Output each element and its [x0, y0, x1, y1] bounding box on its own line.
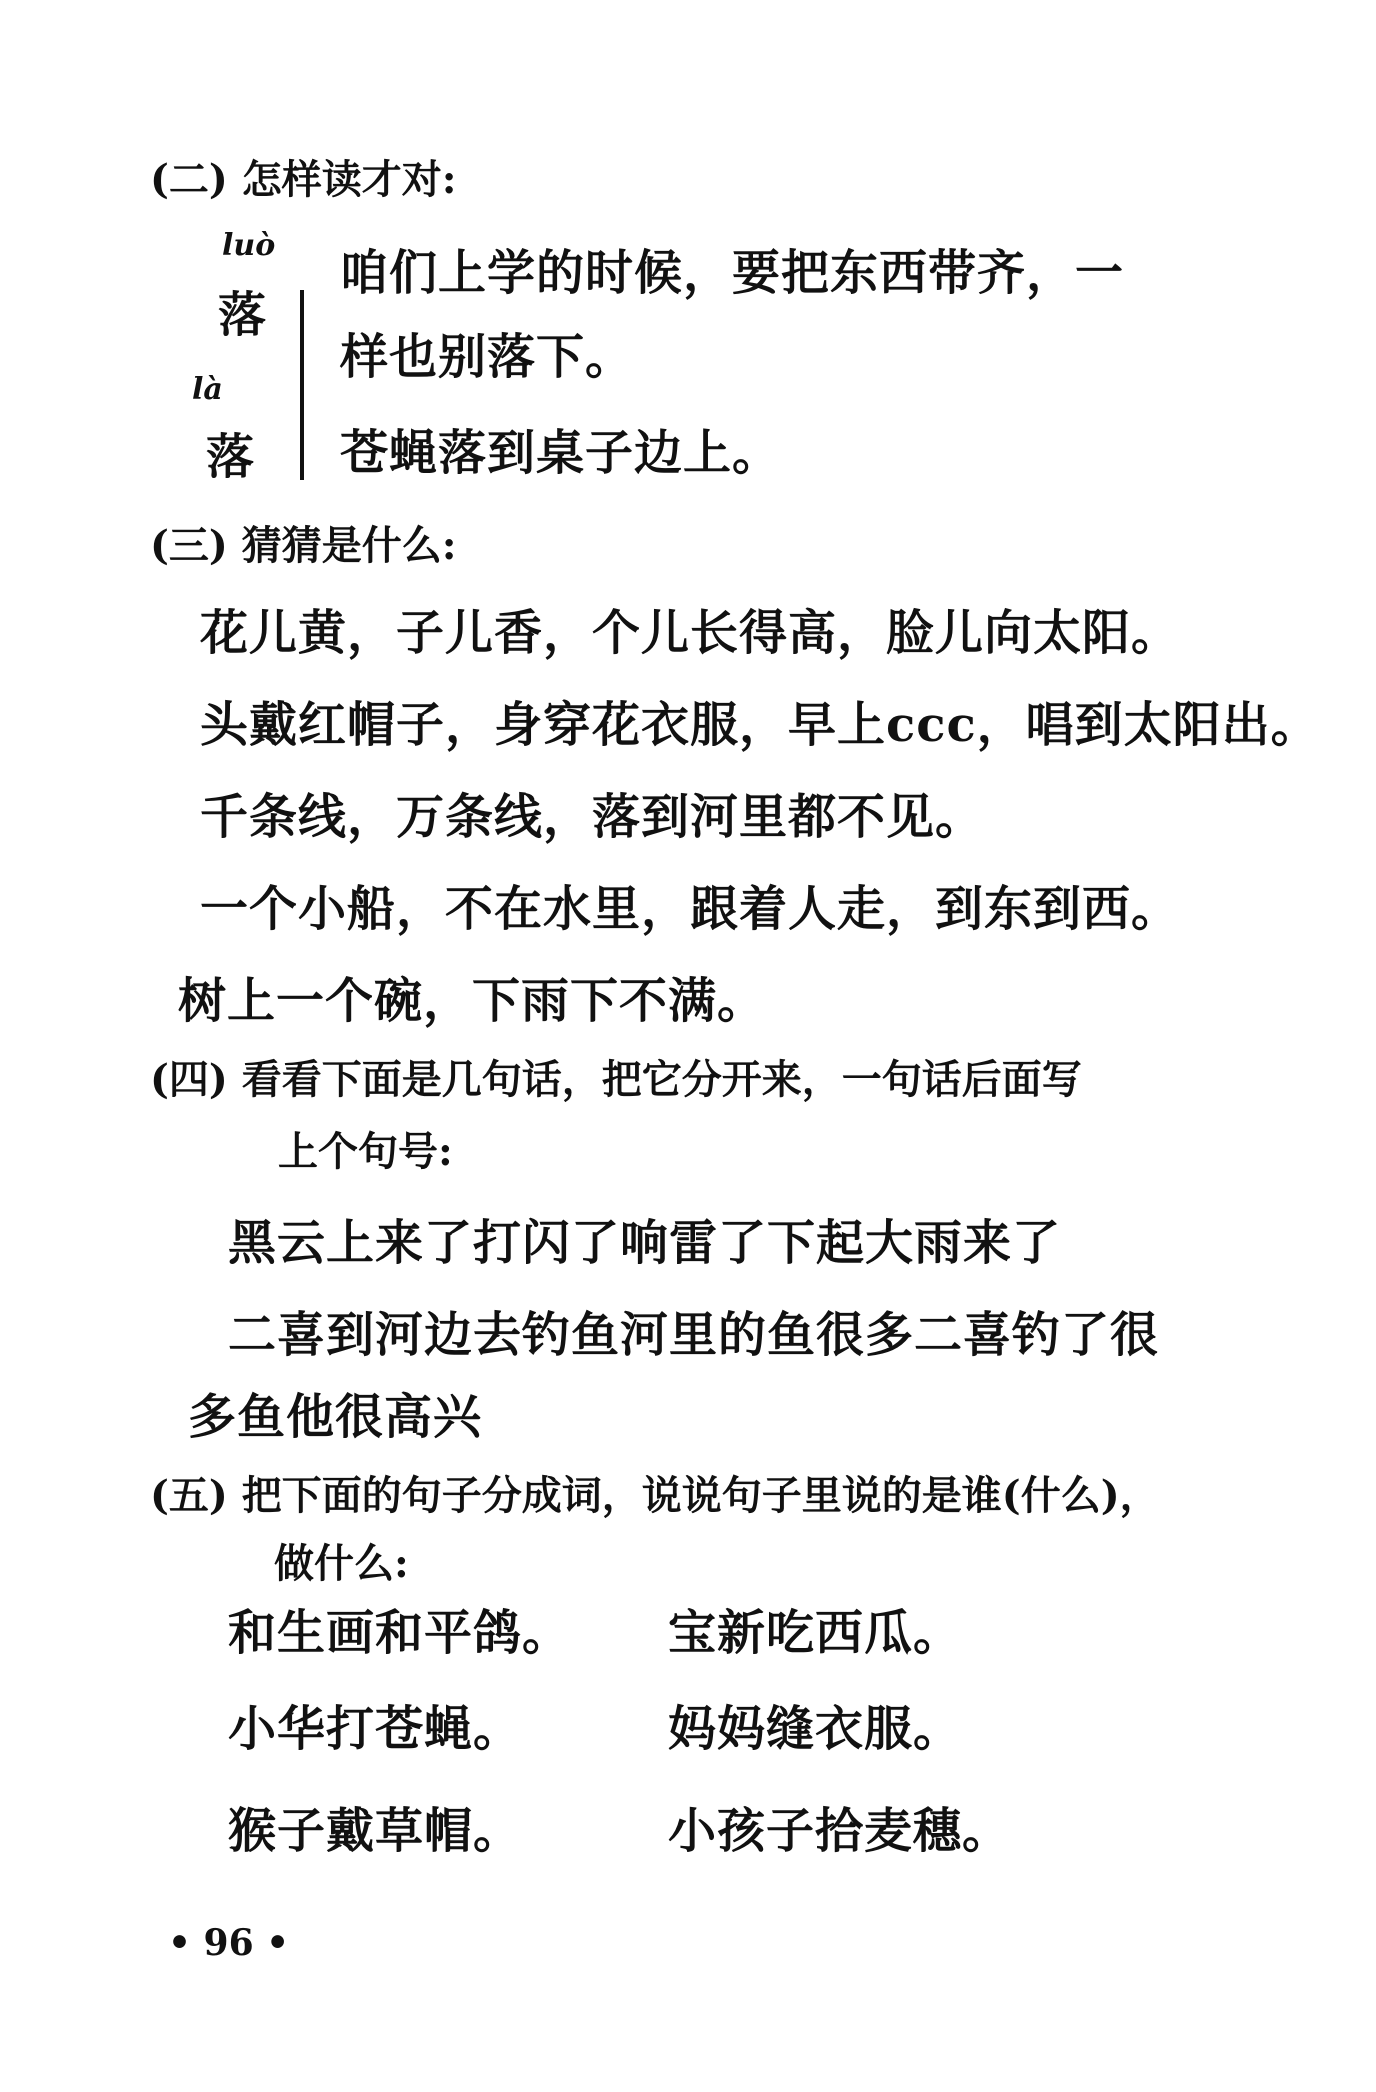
section-4-heading: (四) 看看下面是几句话，把它分开来，一句话后面写 [150, 1056, 1082, 1103]
page-number: • 96 • [168, 1922, 290, 1964]
sentence-item: 宝新吃西瓜。 [668, 1605, 963, 1661]
sentence-item: 妈妈缝衣服。 [668, 1701, 963, 1757]
section-5-heading: (五) 把下面的句子分成词，说说句子里说的是谁(什么)， [150, 1472, 1160, 1519]
section-5-heading-cont: 做什么: [274, 1540, 409, 1587]
s2-sentence-1b: 样也别落下。 [340, 329, 635, 385]
char-luo: 落 [218, 287, 268, 343]
pinyin-luo: luò [222, 228, 276, 263]
char-la: 落 [206, 429, 256, 485]
bracket-rule [300, 290, 304, 480]
sentence-item: 小孩子拾麦穗。 [668, 1803, 1012, 1859]
section-4-heading-cont: 上个句号: [278, 1128, 453, 1175]
s2-sentence-2: 苍蝇落到桌子边上。 [340, 425, 782, 481]
section-2-heading: (二) 怎样读才对: [150, 156, 457, 203]
riddle-line: 头戴红帽子，身穿花衣服，早上ccc，唱到太阳出。 [200, 697, 1320, 753]
pinyin-la: là [192, 372, 223, 407]
section-3-heading: (三) 猜猜是什么: [150, 522, 457, 569]
riddle-line: 一个小船，不在水里，跟着人走，到东到西。 [200, 881, 1181, 937]
sentence-item: 小华打苍蝇。 [228, 1701, 523, 1757]
riddle-line: 树上一个碗，下雨下不满。 [178, 973, 767, 1029]
riddle-line: 花儿黄，子儿香，个儿长得高，脸儿向太阳。 [200, 605, 1181, 661]
sentence-item: 和生画和平鸽。 [228, 1605, 572, 1661]
sentence-item: 猴子戴草帽。 [228, 1803, 523, 1859]
s2-sentence-1a: 咱们上学的时候，要把东西带齐，一 [340, 245, 1125, 301]
exercise-line: 二喜到河边去钓鱼河里的鱼很多二喜钓了很 [228, 1307, 1160, 1363]
riddle-line: 千条线，万条线，落到河里都不见。 [200, 789, 985, 845]
exercise-line: 多鱼他很高兴 [188, 1389, 483, 1445]
exercise-line: 黑云上来了打闪了响雷了下起大雨来了 [228, 1215, 1062, 1271]
